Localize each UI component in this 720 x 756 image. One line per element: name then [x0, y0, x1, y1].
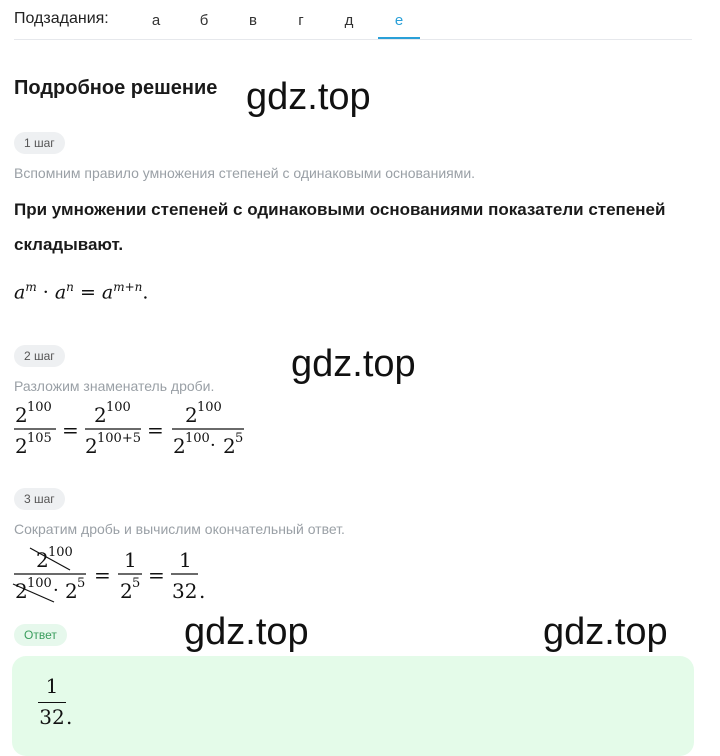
svg-text:5: 5 [132, 576, 141, 591]
svg-text:·: · [210, 435, 216, 456]
svg-text:2: 2 [120, 579, 133, 603]
svg-text:100+5: 100+5 [97, 431, 141, 446]
svg-text:100: 100 [197, 400, 222, 415]
tab-b[interactable]: б [199, 12, 209, 29]
step-3-badge: 3 шаг [14, 488, 65, 510]
svg-text:2: 2 [173, 434, 186, 458]
step-1-hint: Вспомним правило умножения степеней с одинаковыми основаниями. [14, 165, 476, 181]
step-2-hint: Разложим знаменатель дроби. [14, 378, 215, 394]
answer-period: . [66, 705, 73, 729]
svg-text:=: = [94, 563, 111, 587]
step-1-formula: $a^m \cdot a^n = a^{m+n}$. [14, 280, 149, 304]
subtasks-label: Подзадания: [14, 10, 109, 27]
tab-g[interactable]: г [298, 12, 304, 29]
step-3-formula [8, 540, 228, 610]
svg-text:2: 2 [65, 579, 78, 603]
svg-text:32: 32 [172, 579, 198, 603]
tab-v[interactable]: в [249, 12, 257, 29]
active-tab-indicator [378, 37, 420, 39]
answer-fraction-bar [38, 702, 66, 703]
svg-text:100: 100 [27, 400, 52, 415]
svg-text:·: · [53, 580, 59, 601]
step-2-badge: 2 шаг [14, 345, 65, 367]
answer-badge: Ответ [14, 624, 67, 646]
solution-title: Подробное решение [14, 77, 218, 99]
svg-text:105: 105 [27, 431, 52, 446]
svg-text:.: . [199, 579, 206, 603]
svg-text:100: 100 [27, 576, 52, 591]
svg-text:2: 2 [15, 579, 28, 603]
svg-text:2: 2 [36, 548, 49, 572]
answer-box [12, 656, 694, 756]
svg-text:2: 2 [15, 434, 28, 458]
tab-d[interactable]: д [344, 12, 354, 29]
step-2-formula [10, 395, 270, 465]
svg-text:5: 5 [77, 576, 86, 591]
step-1-badge: 1 шаг [14, 132, 65, 154]
svg-text:5: 5 [235, 431, 244, 446]
svg-text:=: = [62, 418, 79, 442]
step-3-hint: Сократим дробь и вычислим окончательный ответ. [14, 521, 345, 537]
svg-text:=: = [148, 563, 165, 587]
svg-text:2: 2 [85, 434, 98, 458]
watermark: gdz.top [543, 611, 668, 653]
svg-text:100: 100 [106, 400, 131, 415]
svg-text:100: 100 [185, 431, 210, 446]
step-1-text-line1: При умножении степеней с одинаковыми основаниями показатели степеней [14, 200, 666, 219]
svg-text:2: 2 [15, 403, 28, 427]
watermark: gdz.top [184, 611, 309, 653]
watermark: gdz.top [246, 76, 371, 118]
answer-numerator: 1 [45, 674, 59, 698]
svg-text:2: 2 [223, 434, 236, 458]
svg-text:2: 2 [94, 403, 107, 427]
tab-e[interactable]: е [394, 12, 404, 29]
watermark: gdz.top [291, 343, 416, 385]
answer-denominator: 32 [39, 705, 65, 729]
step-1-text-line2: складывают. [14, 235, 124, 254]
svg-text:=: = [147, 418, 164, 442]
svg-text:100: 100 [48, 545, 73, 560]
svg-text:1: 1 [124, 548, 137, 572]
tabs-divider [14, 39, 692, 40]
svg-text:1: 1 [179, 548, 192, 572]
svg-text:2: 2 [185, 403, 198, 427]
tab-a[interactable]: а [151, 12, 161, 29]
